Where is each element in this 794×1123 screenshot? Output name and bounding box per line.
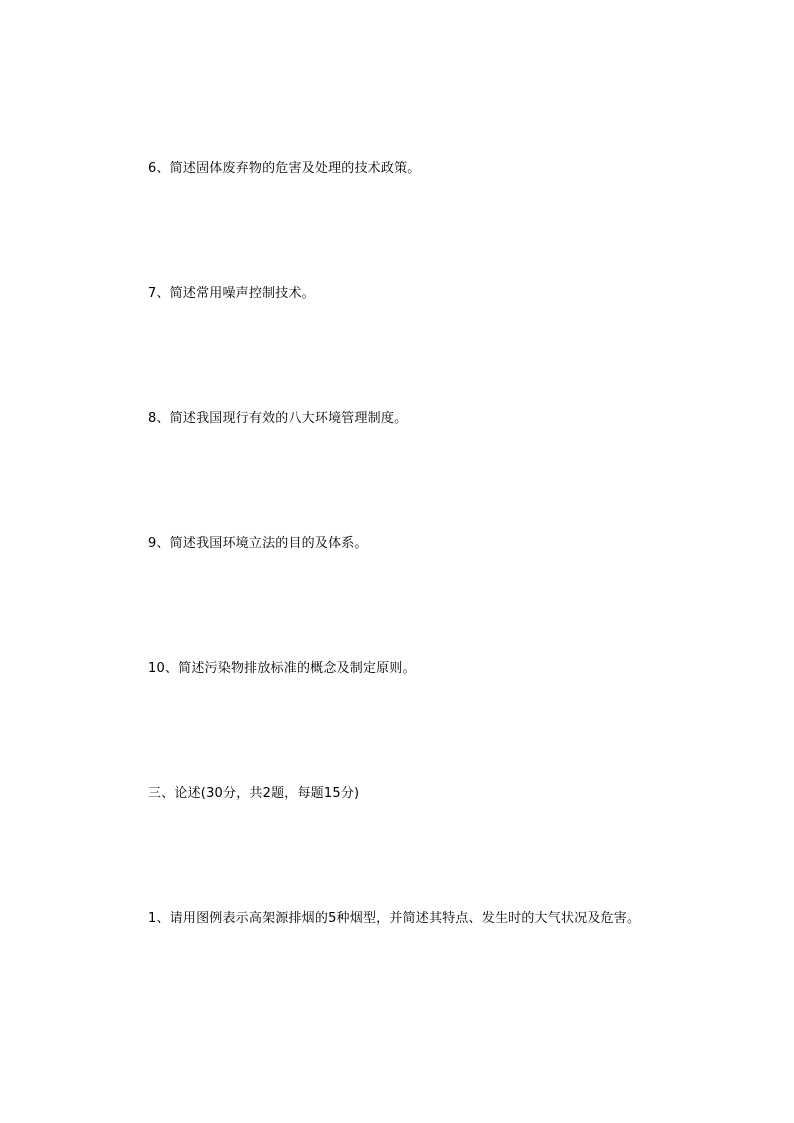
question-10: 10、简述污染物排放标准的概念及制定原则。 (148, 661, 416, 676)
question-8: 8、简述我国现行有效的八大环境管理制度。 (148, 411, 408, 426)
essay-question-1: 1、请用图例表示高架源排烟的5种烟型，并简述其特点、发生时的大气状况及危害。 (148, 911, 641, 926)
section-3-heading: 三、论述(30分，共2题，每题15分) (148, 786, 360, 801)
question-9: 9、简述我国环境立法的目的及体系。 (148, 536, 368, 551)
question-7: 7、简述常用噪声控制技术。 (148, 286, 315, 301)
question-6: 6、简述固体废弃物的危害及处理的技术政策。 (148, 161, 421, 176)
